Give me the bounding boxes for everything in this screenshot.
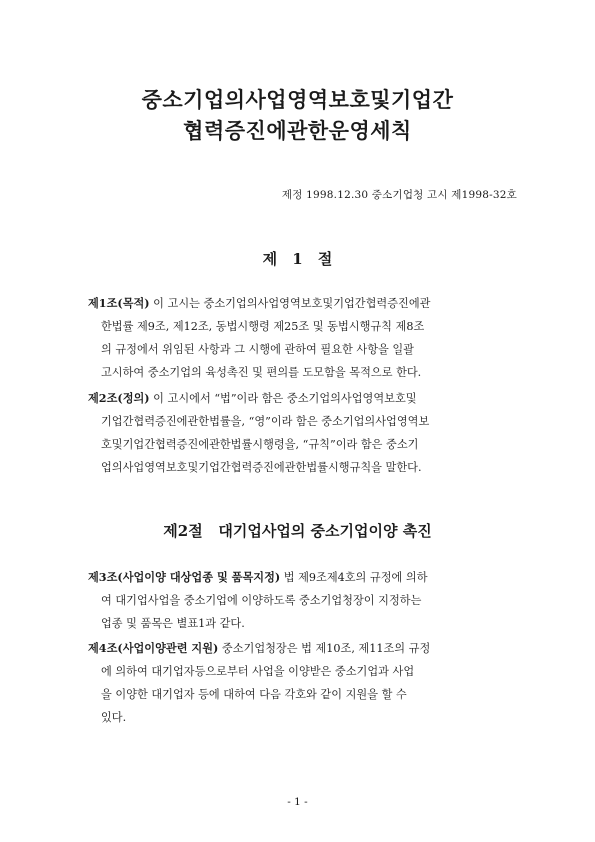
article-1-heading: 제1조(목적) xyxy=(88,296,150,310)
article-line xyxy=(88,292,518,315)
article-4-heading: 제4조(사업이양관련 지원) xyxy=(88,641,219,655)
section-1-heading: 제 1 절 xyxy=(262,250,333,268)
article-3-line-3: 업종 및 품목은 별표1과 같다. xyxy=(101,617,245,630)
article-2-line-3: 호및기업간협력증진에관한법률시행령을, “규칙”이라 함은 중소기 xyxy=(101,438,419,451)
article-line xyxy=(88,387,518,410)
article-4-line-2: 에 의하여 대기업자등으로부터 사업을 이양받은 중소기업과 사업 xyxy=(101,665,415,678)
article-3-line-2: 여 대기업사업을 중소기업에 이양하도록 중소기업청장이 지정하는 xyxy=(101,594,422,607)
article-4-line-3: 을 이양한 대기업자 등에 대하여 다음 각호와 같이 지원을 할 수 xyxy=(101,688,407,701)
article-2-line-4: 업의사업영역보호및기업간협력증진에관한법률시행규칙을 말한다. xyxy=(101,461,422,474)
article-2-heading: 제2조(정의) xyxy=(88,391,150,405)
article-3-heading: 제3조(사업이양 대상업종 및 품목지정) xyxy=(88,570,281,584)
document-title-line2: 협력증진에관한운영세칙 xyxy=(183,118,412,143)
article-4-line-4: 있다. xyxy=(101,711,127,724)
article-1 xyxy=(88,292,518,384)
enactment-info: 제정 1998.12.30 중소기업청 고시 제1998-32호 xyxy=(281,189,517,201)
article-2-line-2: 기업간협력증진에관한법률을, “영”이라 함은 중소기업의사업영역보 xyxy=(101,415,430,428)
article-4-line-1: 중소기업청장은 법 제10조, 제11조의 규정 xyxy=(218,642,431,655)
article-1-line-4: 고시하여 중소기업의 육성촉진 및 편의를 도모함을 목적으로 한다. xyxy=(101,366,422,379)
section-2-heading: 제2절 대기업사업의 중소기업이양 촉진 xyxy=(163,522,432,540)
article-2 xyxy=(88,387,518,479)
article-line xyxy=(88,566,518,589)
article-2-line-1: 이 고시에서 “법”이라 함은 중소기업의사업영역보호및 xyxy=(149,392,417,405)
page-number: - 1 - xyxy=(287,796,308,808)
article-3-line-1: 법 제9조제4호의 규정에 의하 xyxy=(280,571,428,584)
article-line xyxy=(88,637,518,660)
article-1-line-2: 한법률 제9조, 제12조, 동법시행령 제25조 및 동법시행규칙 제8조 xyxy=(101,320,425,333)
article-1-line-3: 의 규정에서 위임된 사항과 그 시행에 관하여 필요한 사항을 일괄 xyxy=(101,343,414,356)
article-1-line-1: 이 고시는 중소기업의사업영역보호및기업간협력증진에관 xyxy=(149,297,431,310)
article-4 xyxy=(88,637,518,729)
document-title-line1: 중소기업의사업영역보호및기업간 xyxy=(141,87,454,112)
article-3 xyxy=(88,566,518,635)
